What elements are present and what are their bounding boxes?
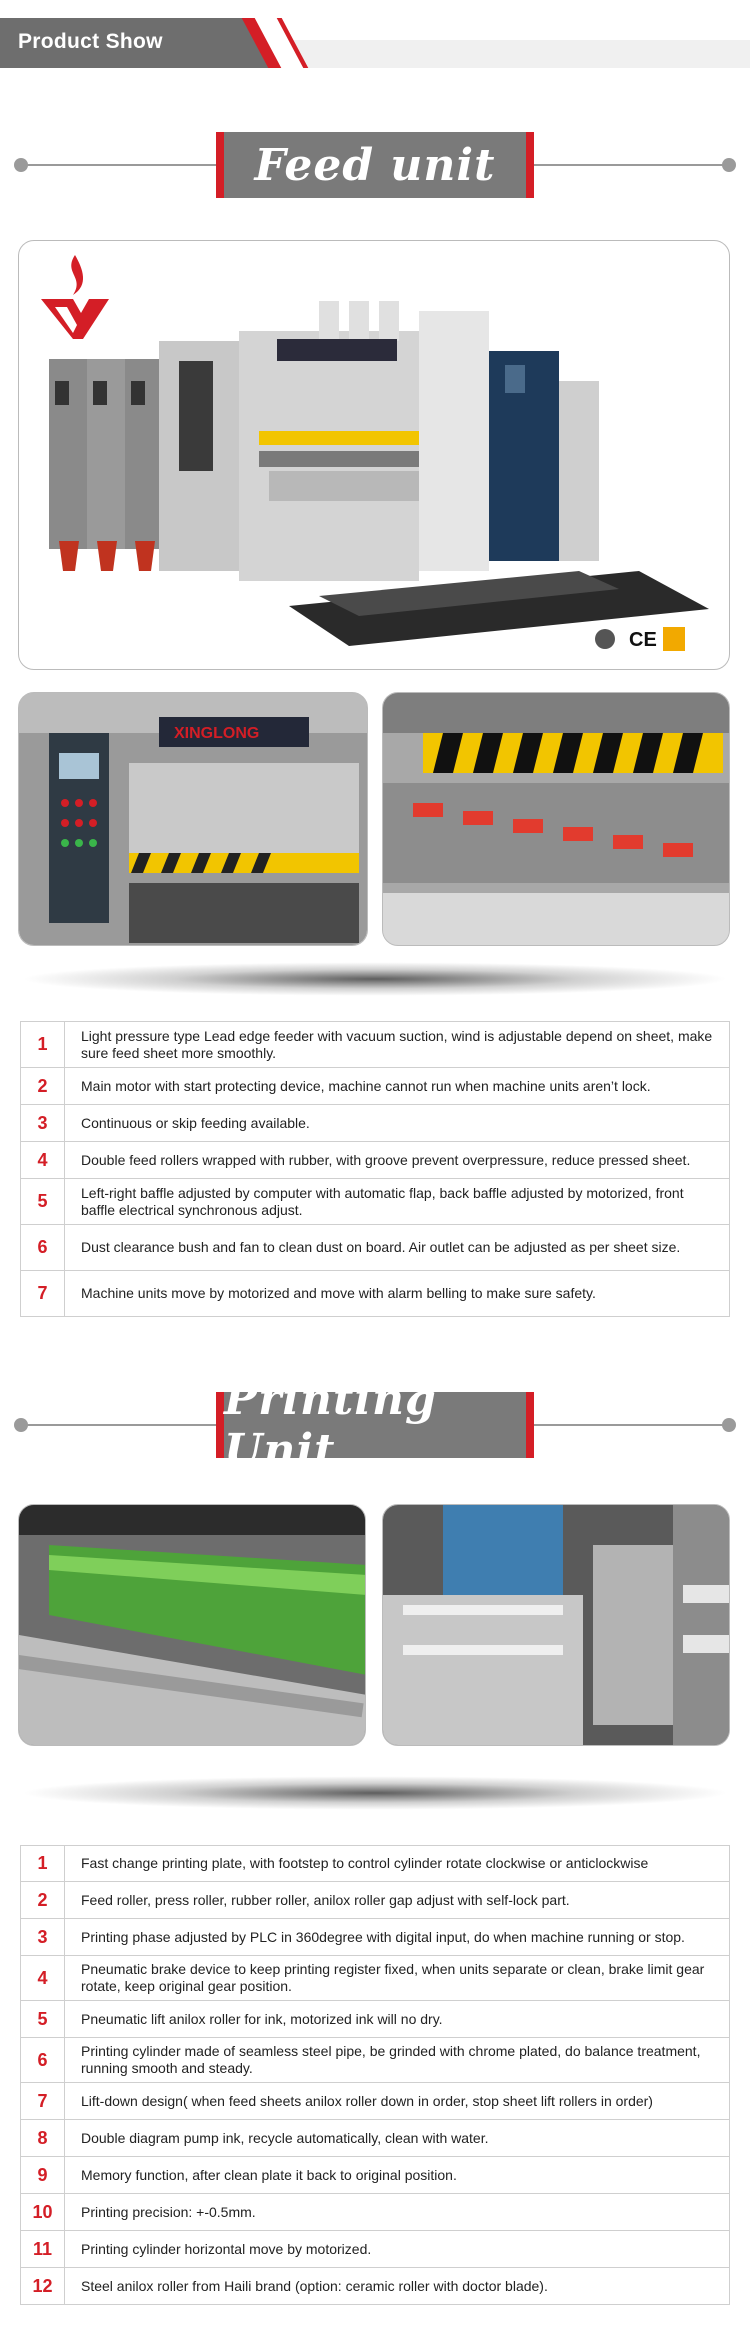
table-row: 6 Dust clearance bush and fan to clean dust on board. Air outlet can be adjusted as per sheet size. <box>21 1225 730 1271</box>
table-row: 3 Printing phase adjusted by PLC in 360degree with digital input, do when machine running or stop. <box>21 1919 730 1956</box>
product-show-banner <box>0 18 750 68</box>
table-row: 3 Continuous or skip feeding available. <box>21 1105 730 1142</box>
heading-dot-left <box>14 1418 28 1432</box>
table-row: 6 Printing cylinder made of seamless steel pipe, be grinded with chrome plated, do balance treatment, running smooth and steady. <box>21 2038 730 2083</box>
bureau-veritas-icon <box>595 629 615 649</box>
banner-light-strip <box>290 40 750 68</box>
feed-unit-title-box <box>216 132 534 198</box>
machine-overview-photo <box>18 240 730 670</box>
table-row: 8 Double diagram pump ink, recycle automatically, clean with water. <box>21 2120 730 2157</box>
company-logo-icon <box>41 255 109 339</box>
table-row: 4 Double feed rollers wrapped with rubber, with groove prevent overpressure, reduce pressed sheet. <box>21 1142 730 1179</box>
table-row: 5 Pneumatic lift anilox roller for ink, motorized ink will no dry. <box>21 2001 730 2038</box>
printing-unit-title: Printing Unit <box>224 1374 437 1476</box>
feed-unit-table <box>20 1021 730 1317</box>
heading-dot-right <box>722 158 736 172</box>
printing-unit-table <box>20 1845 730 2305</box>
table-row: 1 Light pressure type Lead edge feeder with vacuum suction, wind is adjustable depend on sheet, make sure feed sheet more smoothly. <box>21 1022 730 1068</box>
table-row: 7 Lift-down design( when feed sheets anilox roller down in order, stop sheet lift rollers in order) <box>21 2083 730 2120</box>
feed-unit-title: Feed unit <box>254 139 496 191</box>
gold-badge-icon <box>663 627 685 651</box>
feed-rollers-photo <box>382 692 730 946</box>
table-row: 4 Pneumatic brake device to keep printing register fixed, when units separate or clean, brake limit gear rotate, keep original gear position. <box>21 1956 730 2001</box>
heading-dot-left <box>14 158 28 172</box>
table-row: 10 Printing precision: +-0.5mm. <box>21 2194 730 2231</box>
table-row: 11 Printing cylinder horizontal move by motorized. <box>21 2231 730 2268</box>
heading-dot-right <box>722 1418 736 1432</box>
divider-shadow <box>20 1776 730 1810</box>
table-row: 2 Feed roller, press roller, rubber roller, anilox roller gap adjust with self-lock part. <box>21 1882 730 1919</box>
table-row: 7 Machine units move by motorized and move with alarm belling to make sure safety. <box>21 1271 730 1317</box>
table-row: 1 Fast change printing plate, with footstep to control cylinder rotate clockwise or anticlockwise <box>21 1846 730 1882</box>
machine-illustration <box>19 241 730 670</box>
printing-unit-heading <box>0 1374 750 1476</box>
brand-label: XINGLONG <box>174 725 260 742</box>
printing-unit-title-box <box>216 1374 534 1476</box>
feeder-control-photo <box>18 692 368 946</box>
table-row: 12 Steel anilox roller from Haili brand (option: ceramic roller with doctor blade). <box>21 2268 730 2305</box>
anilox-roller-photo <box>382 1504 730 1746</box>
feed-unit-heading <box>0 132 750 198</box>
banner-title: Product Show <box>18 30 163 53</box>
ce-mark: CE <box>629 629 657 651</box>
divider-shadow <box>20 962 730 996</box>
table-row: 2 Main motor with start protecting device, machine cannot run when machine units aren’t lock. <box>21 1068 730 1105</box>
table-row: 5 Left-right baffle adjusted by computer with automatic flap, back baffle adjusted by motorized, front baffle electrical synchronous adjust. <box>21 1179 730 1225</box>
table-row: 9 Memory function, after clean plate it back to original position. <box>21 2157 730 2194</box>
printing-cylinder-photo <box>18 1504 366 1746</box>
